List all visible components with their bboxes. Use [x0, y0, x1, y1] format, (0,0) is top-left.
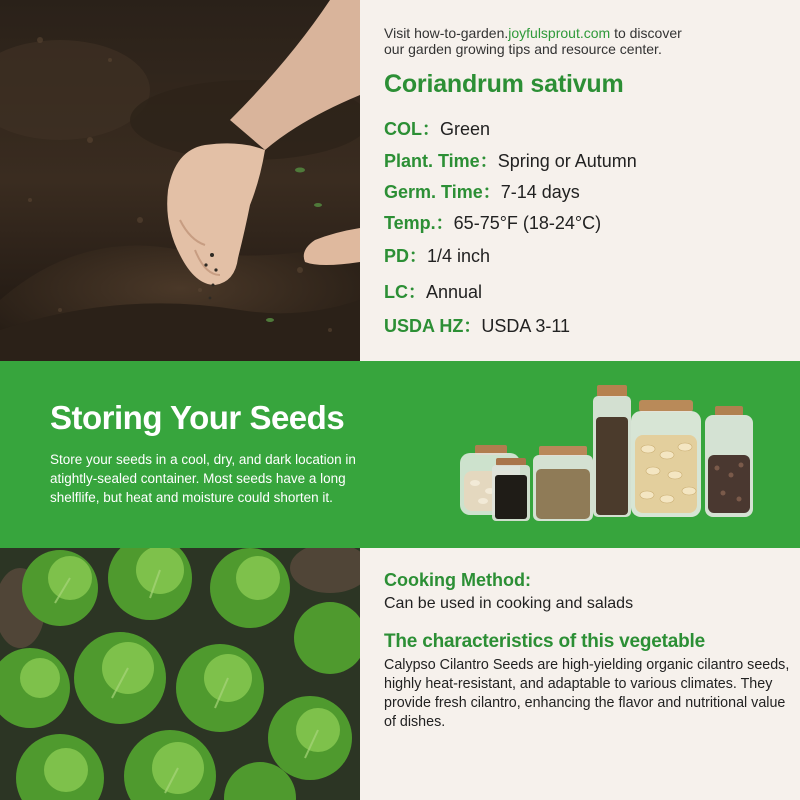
- intro-text: [384, 25, 764, 57]
- characteristics-text: Calypso Cilantro Seeds are high-yielding organic cilantro seeds, highly heat-resistant, and adaptable to various climates. They provide fresh cilantro, enhancing the flavor and nutritional value of dishes.: [384, 657, 790, 730]
- seed-jars-illustration: [455, 383, 760, 523]
- attribute-planting-depth: [384, 245, 490, 267]
- attribute-value: 65-75°F (18-24°C): [453, 213, 602, 233]
- storing-text: Store your seeds in a cool, dry, and dark location in atightly-sealed container. Most seeds have a long shelflife, but heat and moisture could shorten it.: [50, 452, 356, 505]
- plant-info-panel: [360, 0, 800, 361]
- cilantro-photo: [0, 548, 360, 800]
- characteristics-heading: The characteristics of this vegetable: [384, 631, 705, 652]
- intro-line2: our garden growing tips and resource center.: [384, 41, 662, 57]
- attribute-germ-time: [384, 181, 580, 203]
- soil-hands-photo: [0, 0, 360, 361]
- cooking-panel: [360, 548, 800, 800]
- species-title: Coriandrum sativum: [384, 70, 624, 98]
- cooking-text: Can be used in cooking and salads: [384, 595, 634, 612]
- attribute-label: PD：: [384, 246, 428, 266]
- attribute-label: USDA HZ：: [384, 316, 482, 336]
- brand-link[interactable]: joyfulsprout.com: [508, 25, 611, 41]
- attribute-value: Green: [440, 119, 491, 139]
- attribute-life-cycle: [384, 281, 482, 303]
- attribute-value: 7-14 days: [500, 182, 580, 202]
- attribute-plant-time: [384, 150, 637, 172]
- storing-title: Storing Your Seeds: [50, 399, 345, 436]
- attribute-usda-zone: [384, 315, 570, 337]
- attribute-label: Temp.：: [384, 213, 454, 233]
- attribute-temperature: [384, 212, 601, 234]
- storing-seeds-band: [0, 361, 800, 548]
- attribute-color: [384, 118, 490, 140]
- intro-suffix: to discover: [610, 25, 682, 41]
- attribute-value: Spring or Autumn: [497, 151, 637, 171]
- attribute-value: Annual: [426, 282, 483, 302]
- attribute-label: COL：: [384, 119, 440, 139]
- attribute-label: LC：: [384, 282, 426, 302]
- cooking-heading: Cooking Method:: [384, 570, 531, 590]
- attribute-value: USDA 3-11: [481, 316, 571, 336]
- attribute-label: Germ. Time：: [384, 182, 501, 202]
- attribute-label: Plant. Time：: [384, 151, 498, 171]
- attribute-value: 1/4 inch: [427, 246, 491, 266]
- intro-prefix: Visit how-to-garden.: [384, 25, 509, 41]
